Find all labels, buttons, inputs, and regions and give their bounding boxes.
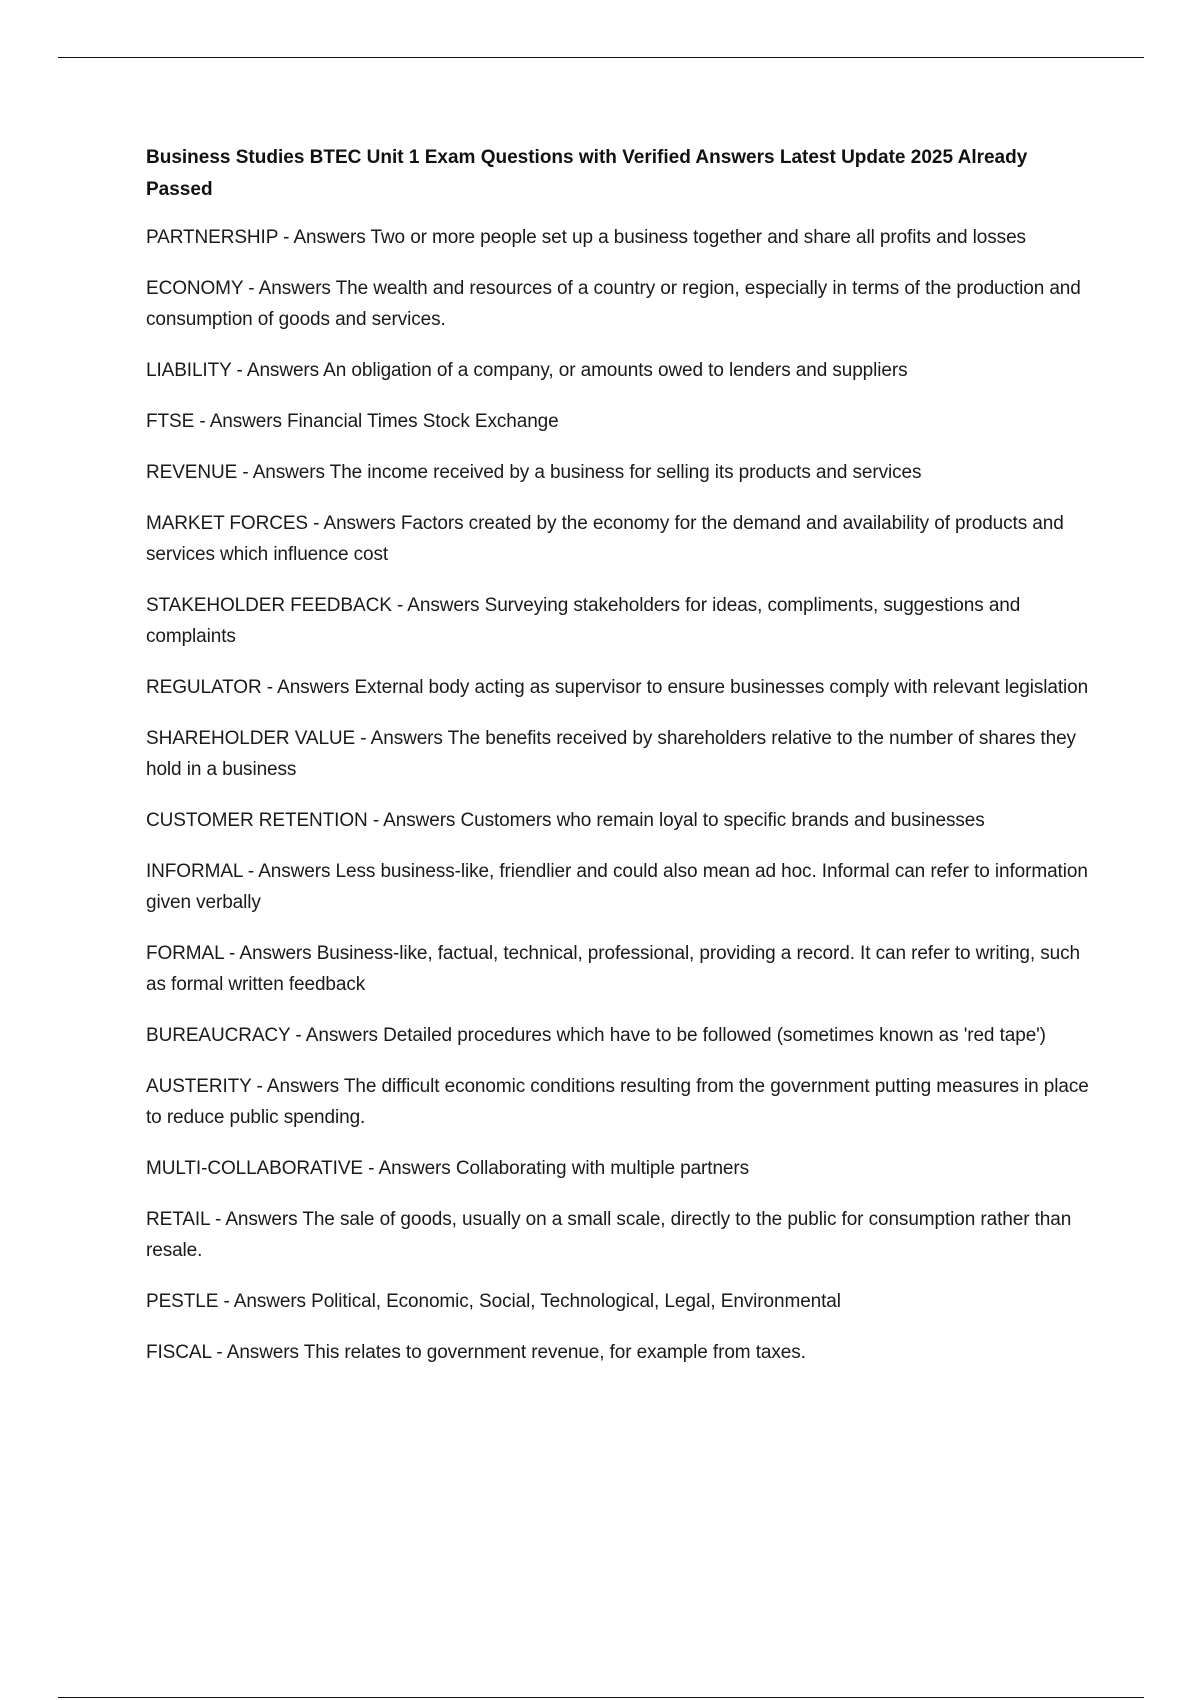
definition-entry: MULTI-COLLABORATIVE - Answers Collaborating with multiple partners (146, 1158, 750, 1179)
definition-entry: BUREAUCRACY - Answers Detailed procedures which have to be followed (sometimes known as 'red tape') (146, 1025, 1046, 1046)
top-rule (58, 57, 1144, 58)
definition-entry: LIABILITY - Answers An obligation of a company, or amounts owed to lenders and suppliers (146, 360, 908, 381)
definition-entry: CUSTOMER RETENTION - Answers Customers who remain loyal to specific brands and businesses (146, 810, 985, 831)
definition-entry: ECONOMY - Answers The wealth and resources of a country or region, especially in terms of the production and consumption of goods and services. (146, 278, 1081, 330)
definition-entry: SHAREHOLDER VALUE - Answers The benefits received by shareholders relative to the number of shares they hold in a business (146, 728, 1076, 780)
definition-entry: PESTLE - Answers Political, Economic, Social, Technological, Legal, Environmental (146, 1291, 841, 1312)
definition-entry: REGULATOR - Answers External body acting as supervisor to ensure businesses comply with relevant legislation (146, 677, 1089, 698)
definition-entry: STAKEHOLDER FEEDBACK - Answers Surveying stakeholders for ideas, compliments, suggestions and complaints (146, 595, 1021, 647)
document-body (146, 142, 1098, 1388)
document-title: Business Studies BTEC Unit 1 Exam Questions with Verified Answers Latest Update 2025 Already Passed (146, 147, 1028, 200)
definition-entry: RETAIL - Answers The sale of goods, usually on a small scale, directly to the public for consumption rather than resale. (146, 1209, 1072, 1261)
definition-entry: FORMAL - Answers Business-like, factual, technical, professional, providing a record. It can refer to writing, such as formal written feedback (146, 943, 1080, 995)
definition-entry: AUSTERITY - Answers The difficult economic conditions resulting from the government putting measures in place to reduce public spending. (146, 1076, 1089, 1128)
definition-entry: REVENUE - Answers The income received by a business for selling its products and services (146, 462, 922, 483)
definition-list (146, 222, 1098, 1368)
definition-entry: PARTNERSHIP - Answers Two or more people set up a business together and share all profits and losses (146, 227, 1026, 248)
definition-entry: INFORMAL - Answers Less business-like, friendlier and could also mean ad hoc. Informal can refer to information given verbally (146, 861, 1088, 913)
definition-entry: FTSE - Answers Financial Times Stock Exchange (146, 411, 559, 432)
definition-entry: FISCAL - Answers This relates to government revenue, for example from taxes. (146, 1342, 806, 1363)
bottom-rule (58, 1697, 1144, 1698)
definition-entry: MARKET FORCES - Answers Factors created by the economy for the demand and availability of products and services which influence cost (146, 513, 1064, 565)
